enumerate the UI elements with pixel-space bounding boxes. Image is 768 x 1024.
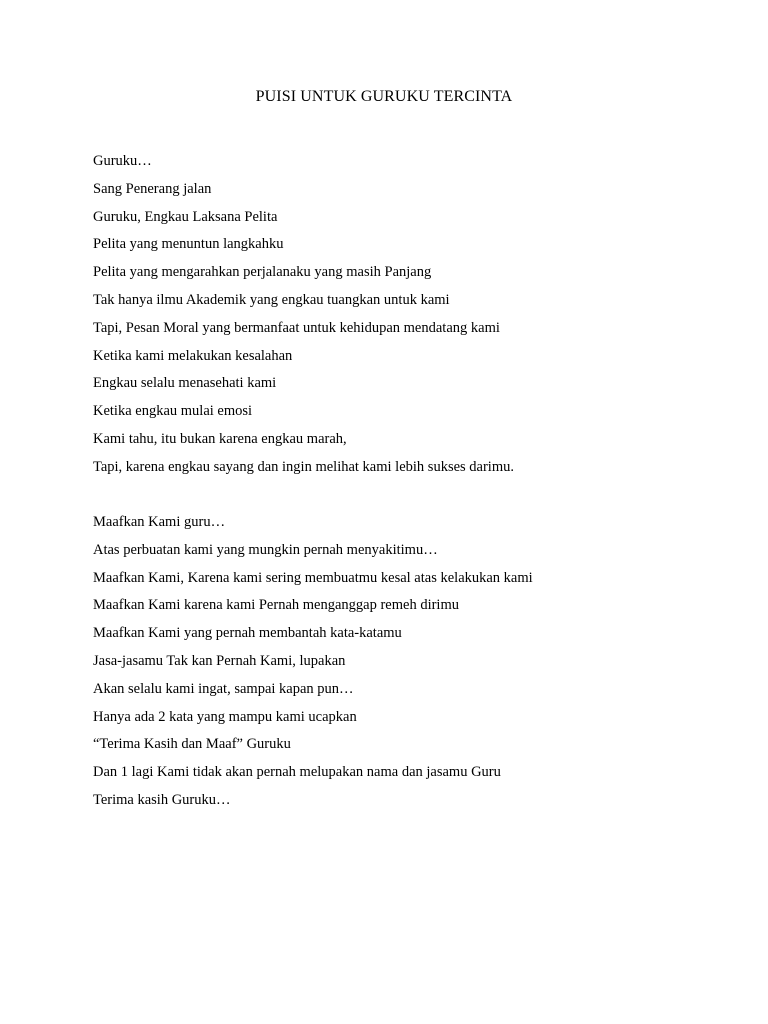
poem-line: Pelita yang menuntun langkahku — [93, 236, 284, 253]
poem-line: Maafkan Kami karena kami Pernah menganggap remeh dirimu — [93, 597, 459, 614]
poem-line: Guruku, Engkau Laksana Pelita — [93, 208, 278, 225]
poem-line: Ketika kami melakukan kesalahan — [93, 347, 293, 364]
poem-line: Maafkan Kami guru… — [93, 514, 226, 530]
poem-line: Pelita yang mengarahkan perjalanaku yang masih Panjang — [93, 264, 432, 281]
poem-line: Tapi, karena engkau sayang dan ingin melihat kami lebih sukses darimu. — [93, 458, 514, 475]
poem-line: Maafkan Kami yang pernah membantah kata-katamu — [93, 625, 402, 642]
poem-line: Hanya ada 2 kata yang mampu kami ucapkan — [93, 708, 357, 725]
poem-line: Ketika engkau mulai emosi — [93, 403, 253, 420]
poem-line: Engkau selalu menasehati kami — [93, 375, 277, 392]
poem-title: PUISI UNTUK GURUKU TERCINTA — [255, 88, 513, 105]
poem-line: Guruku… — [93, 153, 152, 169]
poem-line: Tak hanya ilmu Akademik yang engkau tuangkan untuk kami — [93, 291, 450, 308]
poem-line: Jasa-jasamu Tak kan Pernah Kami, lupakan — [93, 652, 346, 669]
poem-line: Atas perbuatan kami yang mungkin pernah menyakitimu… — [93, 541, 438, 558]
poem-line: Terima kasih Guruku… — [93, 791, 231, 808]
stanza-2 — [93, 509, 533, 815]
poem-line: Dan 1 lagi Kami tidak akan pernah melupakan nama dan jasamu Guru — [93, 764, 501, 781]
poem-line: Tapi, Pesan Moral yang bermanfaat untuk kehidupan mendatang kami — [93, 319, 500, 336]
poem-line: Kami tahu, itu bukan karena engkau marah, — [93, 430, 347, 447]
poem-line: Akan selalu kami ingat, sampai kapan pun… — [93, 680, 354, 697]
poem-line: Maafkan Kami, Karena kami sering membuatmu kesal atas kelakukan kami — [93, 569, 533, 586]
poem-line: Sang Penerang jalan — [93, 180, 212, 197]
poem-line: “Terima Kasih dan Maaf” Guruku — [93, 736, 291, 753]
stanza-1 — [93, 148, 514, 482]
